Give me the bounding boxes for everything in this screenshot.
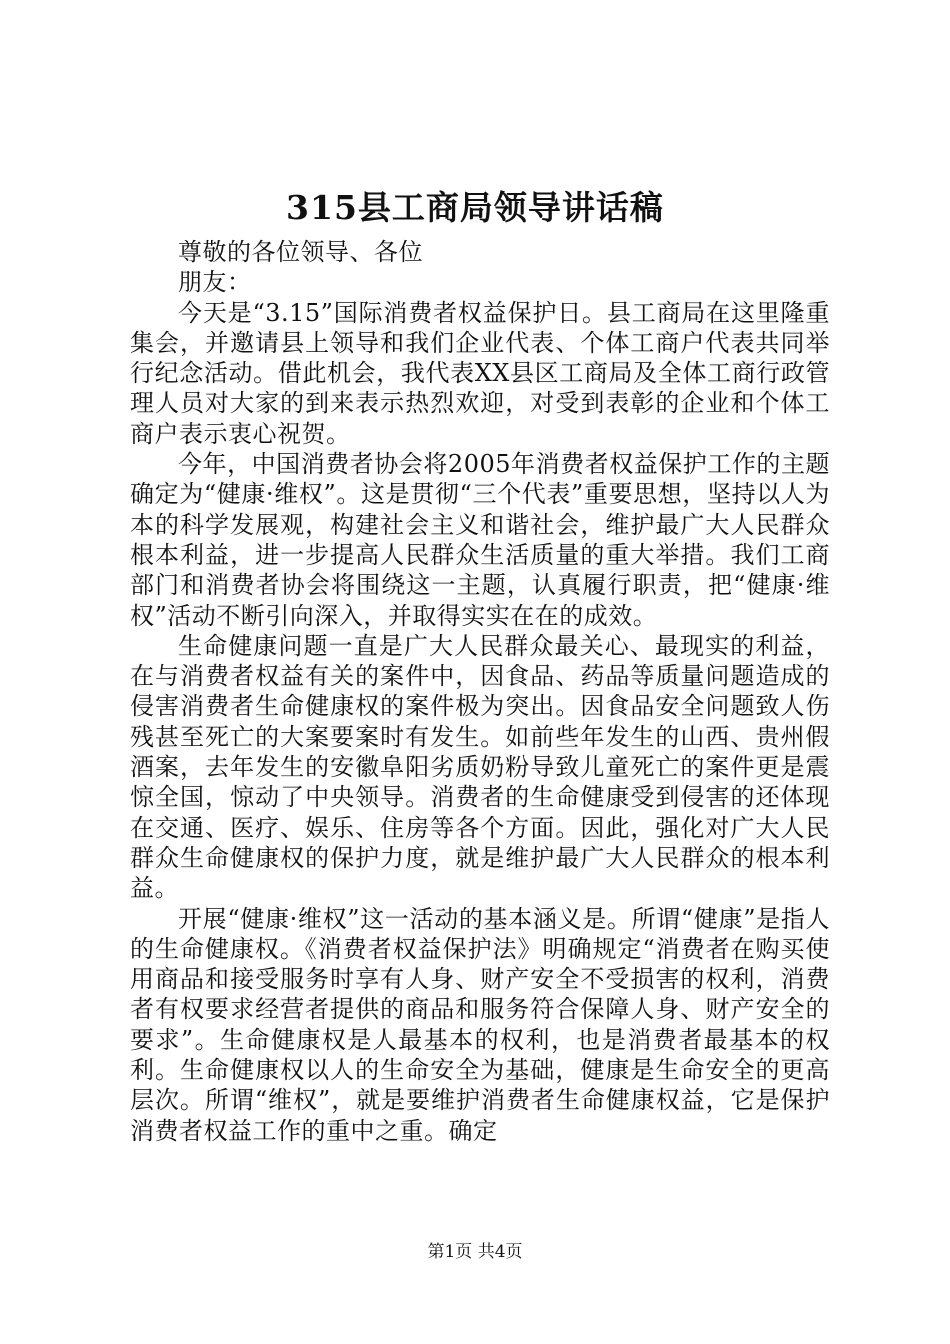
salutation-line-1: 尊敬的各位领导、各位 [178,238,423,266]
paragraph-2: 今年，中国消费者协会将2005年消费者权益保护工作的主题确定为“健康·维权”。这是贯彻“三个代表”重要思想，坚持以人为本的科学发展观，构建社会主义和谐社会，维护最广大人民群众根本利益，进一步提高人民群众生活质量的重大举措。我们工商部门和消费者协会将围绕这一主题，认真履行职责，把“健康·维权”活动不断引向深入，并取得实实在在的成效。 [130,450,830,630]
paragraph-1: 今天是“3.15”国际消费者权益保护日。县工商局在这里隆重集会，并邀请县上领导和我们企业代表、个体工商户代表共同举行纪念活动。借此机会，我代表XX县区工商局及全体工商行政管理人员对大家的到来表示热烈欢迎，对受到表彰的企业和个体工商户表示衷心祝贺。 [130,298,830,448]
salutation-line-2: 朋友： [178,268,252,297]
paragraph-3: 生命健康问题一直是广大人民群众最关心、最现实的利益，在与消费者权益有关的案件中，因食品、药品等质量问题造成的侵害消费者生命健康权的案件极为突出。因食品安全问题致人伤残甚至死亡的大案要案时有发生。如前些年发生的山西、贵州假酒案，去年发生的安徽阜阳劣质奶粉导致儿童死亡的案件更是震惊全国，惊动了中央领导。消费者的生命健康受到侵害的还体现在交通、医疗、娱乐、住房等各个方面。因此，强化对广大人民群众生命健康权的保护力度，就是维护最广大人民群众的根本利益。 [130,631,830,903]
document-title: 315县工商局领导讲话稿 [286,188,664,227]
document-body [130,237,830,1146]
page-number: 第1页 共4页 [427,1242,523,1262]
paragraph-4: 开展“健康·维权”这一活动的基本涵义是。所谓“健康”是指人的生命健康权。《消费者权益保护法》明确规定“消费者在购买使用商品和接受服务时享有人身、财产安全不受损害的权利，消费者有权要求经营者提供的商品和服务符合保障人身、财产安全的要求”。生命健康权是人最基本的权利，也是消费者最基本的权利。生命健康权以人的生命安全为基础，健康是生命安全的更高层次。所谓“维权”，就是要维护消费者生命健康权益，它是保护消费者权益工作的重中之重。确定 [130,904,830,1145]
